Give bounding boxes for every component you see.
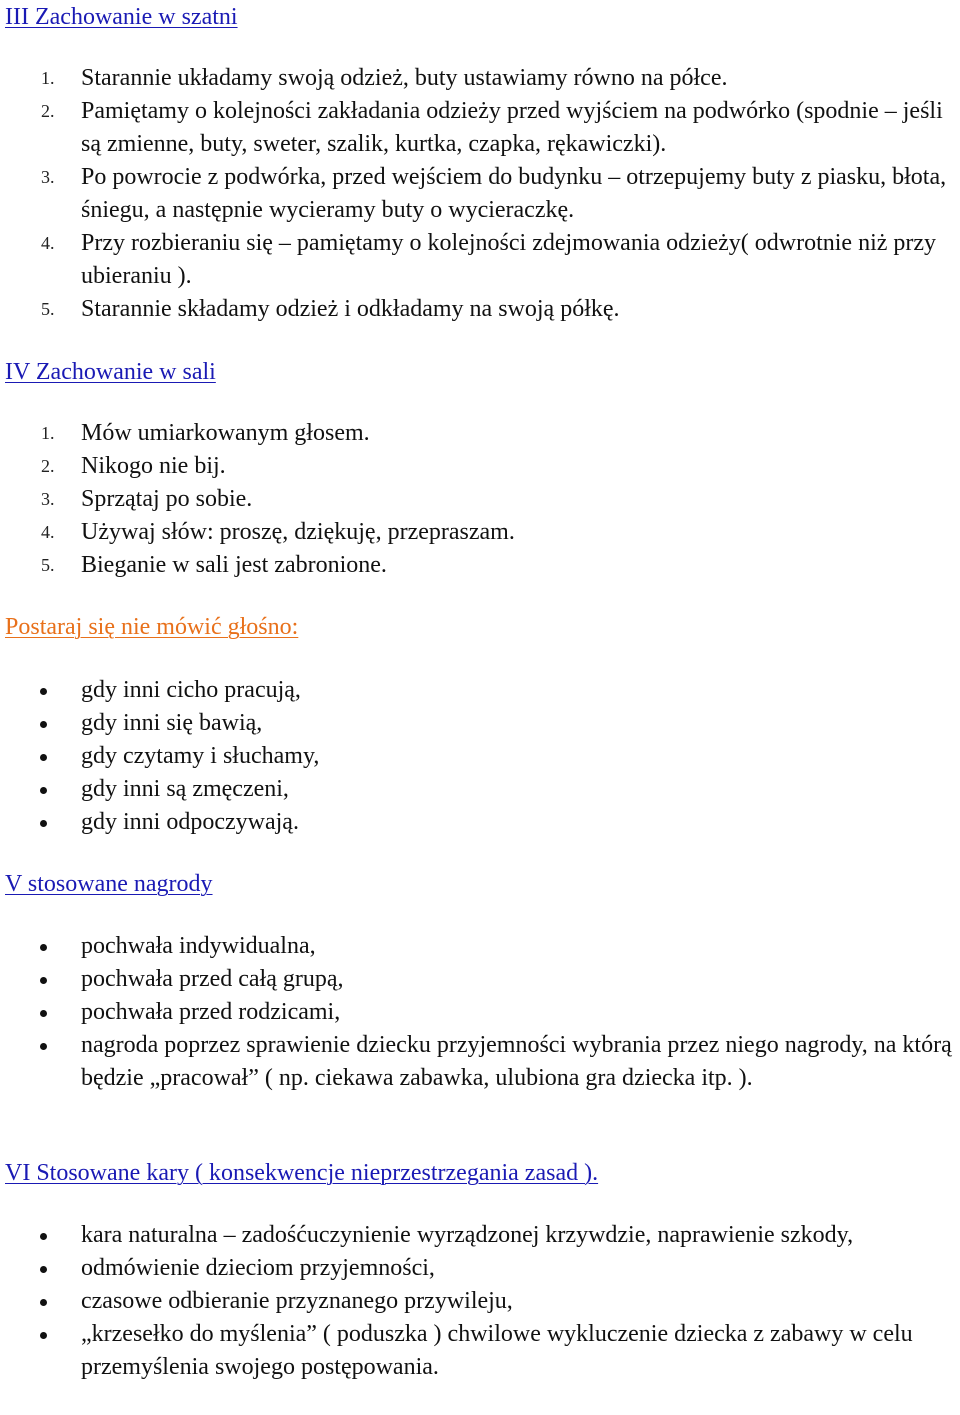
bullet-icon xyxy=(40,688,47,695)
list-item-text: gdy inni są zmęczeni, xyxy=(81,776,289,802)
list-item-text: Używaj słów: proszę, dziękuję, przepraszam. xyxy=(81,519,515,545)
list-item-text: „krzesełko do myślenia” ( poduszka ) chwilowe wykluczenie dziecka z zabawy w celu przemyślenia swojego postępowania. xyxy=(81,1321,913,1380)
list-number: 1. xyxy=(41,68,55,88)
list-item xyxy=(0,161,960,227)
list-item-text: Pamiętamy o kolejności zakładania odzieży przed wyjściem na podwórko (spodnie – jeśli są zmienne, buty, sweter, szalik, kurtka, czapka, rękawiczki). xyxy=(81,98,943,157)
list-item-text: kara naturalna – zadośćuczynienie wyrządzonej krzywdzie, naprawienie szkody, xyxy=(81,1222,854,1248)
list-item xyxy=(0,1285,960,1318)
list-item xyxy=(0,1219,960,1252)
list-item xyxy=(0,293,960,326)
bullet-icon xyxy=(40,1043,47,1050)
bullet-icon xyxy=(40,721,47,728)
section-heading-sala: IV Zachowanie w sali xyxy=(5,359,216,385)
list-number: 4. xyxy=(41,233,55,253)
list-item-text: Sprzątaj po sobie. xyxy=(81,486,253,512)
list-item-text: pochwała przed rodzicami, xyxy=(81,999,341,1025)
list-item xyxy=(0,996,960,1029)
bullet-icon xyxy=(40,754,47,761)
section-heading-szatnia: III Zachowanie w szatni xyxy=(5,4,238,30)
list-item xyxy=(0,930,960,963)
bullet-icon xyxy=(40,944,47,951)
list-item-text: Bieganie w sali jest zabronione. xyxy=(81,552,387,578)
section-heading-glosno: Postaraj się nie mówić głośno: xyxy=(5,614,299,640)
list-item-text: gdy inni się bawią, xyxy=(81,710,263,736)
list-item xyxy=(0,674,960,707)
list-item xyxy=(0,227,960,293)
numbered-list-sala xyxy=(0,417,960,582)
list-number: 3. xyxy=(41,489,55,509)
list-item xyxy=(0,963,960,996)
list-number: 2. xyxy=(41,101,55,121)
list-item-text: Starannie układamy swoją odzież, buty ustawiamy równo na półce. xyxy=(81,65,728,91)
list-item xyxy=(0,483,960,516)
list-item xyxy=(0,707,960,740)
section-heading-nagrody: V stosowane nagrody xyxy=(5,871,213,897)
list-item xyxy=(0,740,960,773)
list-item-text: nagroda poprzez sprawienie dziecku przyjemności wybrania przez niego nagrody, na którą będzie „pracował” ( np. ciekawa zabawka, ulubiona gra dziecka itp. ). xyxy=(81,1032,952,1091)
list-item-text: pochwała przed całą grupą, xyxy=(81,966,344,992)
bullet-list-kary xyxy=(0,1219,960,1384)
list-number: 3. xyxy=(41,167,55,187)
list-item-text: czasowe odbieranie przyznanego przywileju, xyxy=(81,1288,513,1314)
bullet-icon xyxy=(40,1299,47,1306)
list-number: 2. xyxy=(41,456,55,476)
list-item-text: Przy rozbieraniu się – pamiętamy o kolejności zdejmowania odzieży( odwrotnie niż przy ubieraniu ). xyxy=(81,230,937,289)
bullet-icon xyxy=(40,977,47,984)
list-item xyxy=(0,1252,960,1285)
list-item xyxy=(0,806,960,839)
bullet-icon xyxy=(40,820,47,827)
bullet-icon xyxy=(40,1266,47,1273)
bullet-icon xyxy=(40,787,47,794)
list-number: 5. xyxy=(41,299,55,319)
list-item xyxy=(0,1318,960,1384)
list-item xyxy=(0,516,960,549)
list-item xyxy=(0,62,960,95)
list-number: 1. xyxy=(41,423,55,443)
list-item-text: Nikogo nie bij. xyxy=(81,453,226,479)
list-number: 5. xyxy=(41,555,55,575)
list-item-text: Po powrocie z podwórka, przed wejściem do budynku – otrzepujemy buty z piasku, błota, śniegu, a następnie wycieramy buty o wycieraczkę. xyxy=(81,164,947,223)
list-item-text: Starannie składamy odzież i odkładamy na swoją półkę. xyxy=(81,296,620,322)
list-item xyxy=(0,773,960,806)
list-item xyxy=(0,549,960,582)
list-item-text: gdy inni odpoczywają. xyxy=(81,809,299,835)
list-item-text: Mów umiarkowanym głosem. xyxy=(81,420,370,446)
section-heading-kary: VI Stosowane kary ( konsekwencje nieprzestrzegania zasad ). xyxy=(5,1160,599,1186)
list-item xyxy=(0,417,960,450)
numbered-list-szatnia xyxy=(0,62,960,326)
list-item xyxy=(0,95,960,161)
list-item-text: gdy inni cicho pracują, xyxy=(81,677,301,703)
list-number: 4. xyxy=(41,522,55,542)
list-item xyxy=(0,1029,960,1095)
bullet-list-nagrody xyxy=(0,930,960,1095)
list-item-text: odmówienie dzieciom przyjemności, xyxy=(81,1255,435,1281)
list-item-text: pochwała indywidualna, xyxy=(81,933,316,959)
bullet-icon xyxy=(40,1233,47,1240)
bullet-icon xyxy=(40,1010,47,1017)
list-item xyxy=(0,450,960,483)
list-item-text: gdy czytamy i słuchamy, xyxy=(81,743,320,769)
bullet-icon xyxy=(40,1332,47,1339)
bullet-list-glosno xyxy=(0,674,960,839)
